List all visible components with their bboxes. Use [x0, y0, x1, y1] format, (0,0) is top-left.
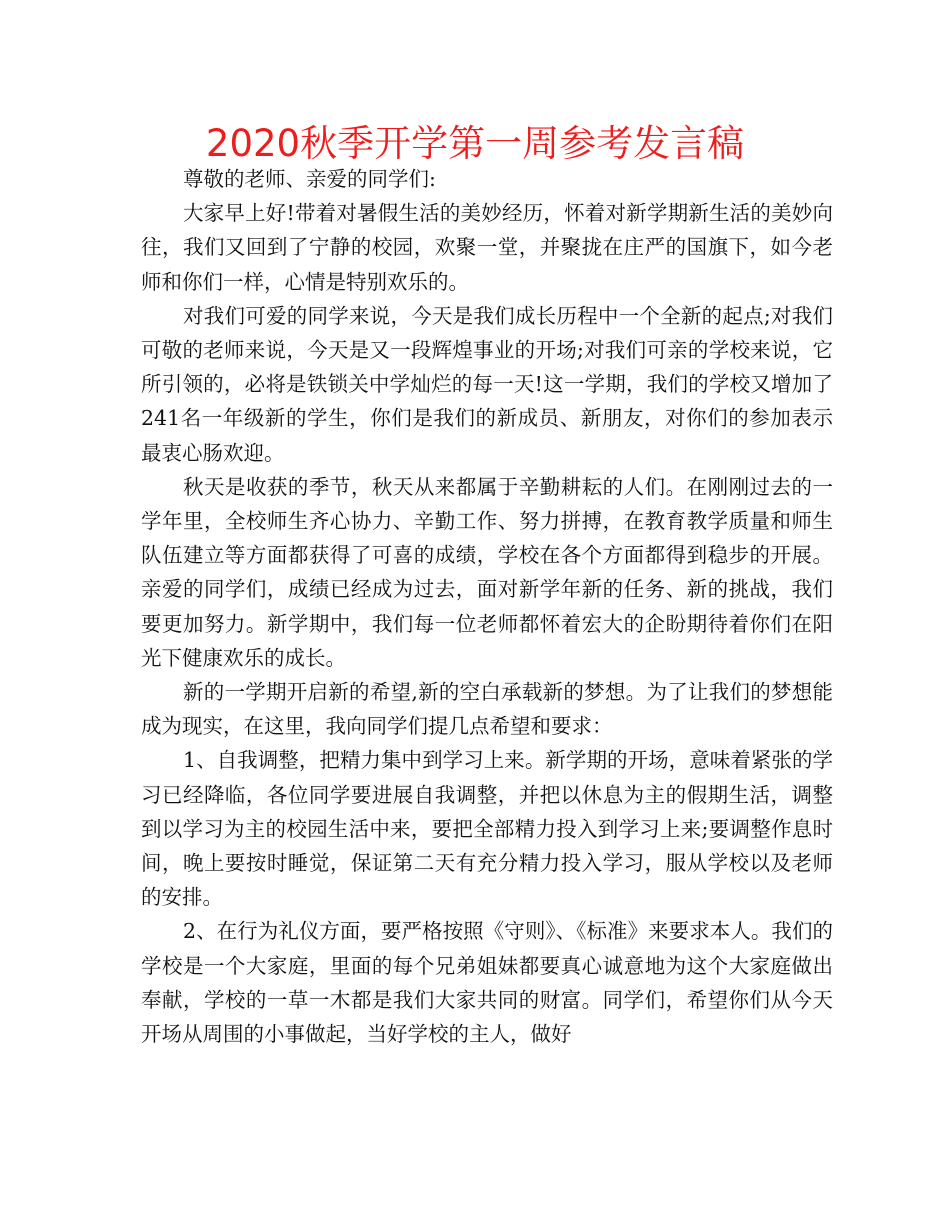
paragraph: 对我们可爱的同学来说，今天是我们成长历程中一个全新的起点;对我们可敬的老师来说，今天是又一段辉煌事业的开场;对我们可亲的学校来说，它所引领的，必将是铁锁关中学灿烂的每一天!这一学期，我们的学校又增加了241名一年级新的学生，你们是我们的新成员、新朋友，对你们的参加表示最衷心肠欢迎。 [141, 303, 833, 465]
paragraph: 秋天是收获的季节，秋天从来都属于辛勤耕耘的人们。在刚刚过去的一学年里，全校师生齐心协力、辛勤工作、努力拼搏，在教育教学质量和师生队伍建立等方面都获得了可喜的成绩，学校在各个方面都得到稳步的开展。亲爱的同学们，成绩已经成为过去，面对新学年新的任务、新的挑战，我们要更加努力。新学期中，我们每一位老师都怀着宏大的企盼期待着你们在阳光下健康欢乐的成长。 [141, 474, 833, 670]
paragraph: 2、在行为礼仪方面，要严格按照《守则》、《标准》来要求本人。我们的学校是一个大家庭，里面的每个兄弟姐妹都要真心诚意地为这个大家庭做出奉献，学校的一草一木都是我们大家共同的财富。同学们，希望你们从今天开场从周围的小事做起，当好学校的主人，做好 [141, 919, 833, 1047]
paragraph: 1、自我调整，把精力集中到学习上来。新学期的开场，意味着紧张的学习已经降临，各位同学要进展自我调整，并把以休息为主的假期生活，调整到以学习为主的校园生活中来，要把全部精力投入到学习上来;要调整作息时间，晚上要按时睡觉，保证第二天有充分精力投入学习，服从学校以及老师的安排。 [141, 748, 833, 910]
document-title: 2020秋季开学第一周参考发言稿 [205, 122, 745, 165]
paragraph: 新的一学期开启新的希望,新的空白承载新的梦想。为了让我们的梦想能成为现实，在这里，我向同学们提几点希望和要求： [141, 680, 833, 739]
document-body [141, 162, 833, 1051]
salutation: 尊敬的老师、亲爱的同学们: [183, 167, 436, 191]
paragraph: 大家早上好!带着对暑假生活的美妙经历，怀着对新学期新生活的美妙向往，我们又回到了宁静的校园，欢聚一堂，并聚拢在庄严的国旗下，如今老师和你们一样，心情是特别欢乐的。 [141, 201, 833, 294]
